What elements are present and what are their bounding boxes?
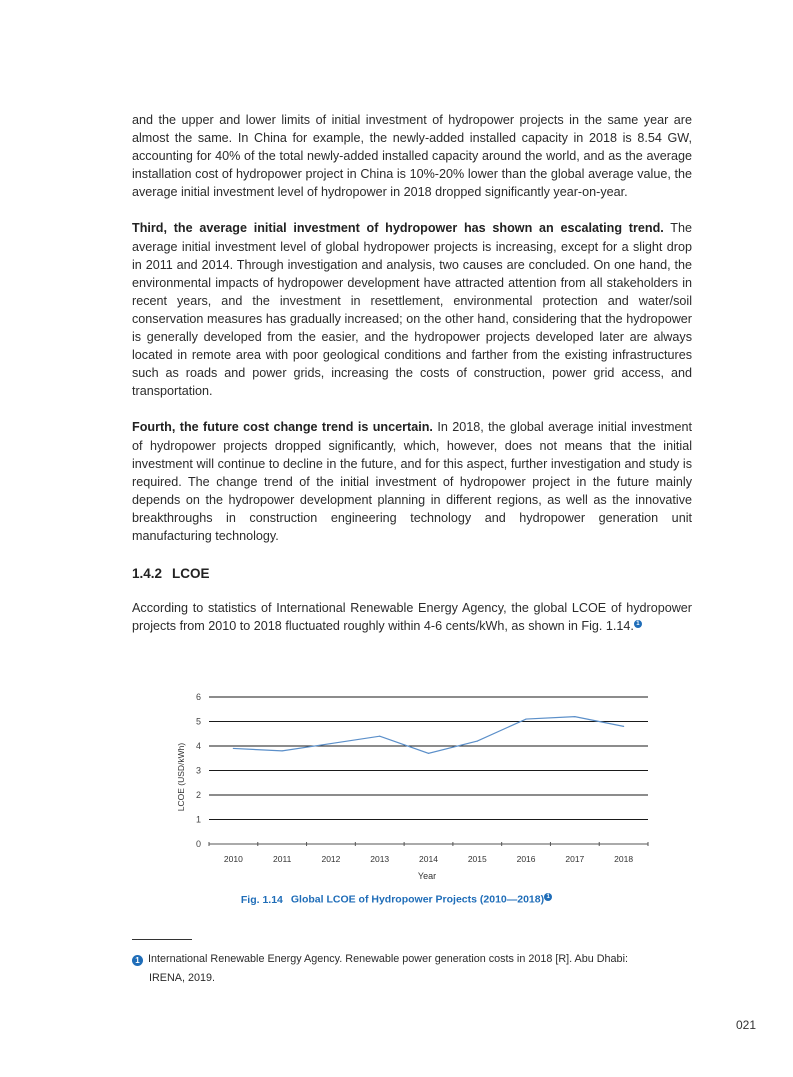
- footnote-text: International Renewable Energy Agency. Renewable power generation costs in 2018 [R]. Abu Dhabi:: [148, 953, 628, 965]
- section-number: 1.4.2: [132, 566, 163, 582]
- lcoe-chart-svg: [170, 685, 660, 885]
- paragraph-3-lead: Fourth, the future cost change trend is uncertain.: [132, 420, 433, 435]
- paragraph-2-lead: Third, the average initial investment of hydropower has shown an escalating trend.: [132, 221, 664, 236]
- footnote: [132, 950, 692, 988]
- data-point: [428, 753, 429, 754]
- x-tick-label: 2016: [516, 854, 536, 864]
- x-tick-label: 2017: [565, 854, 585, 864]
- y-tick-label: 4: [195, 741, 201, 751]
- data-point: [233, 748, 234, 749]
- footnote-text-cont: IRENA, 2019.: [149, 972, 216, 984]
- x-tick-label: 2011: [273, 854, 292, 864]
- x-tick-label: 2014: [419, 854, 438, 864]
- paragraph-1-text: and the upper and lower limits of initial investment of hydropower projects in the same year are almost the same. In China for example, the newly-added installed capacity in 2018 is 8.54 GW, accounting for 40% of the total newly-added installed capacity around the world, and as the average installation cost of hydropower project in China is 10%-20% lower than the global average value, the average initial investment level of hydropower in 2018 dropped significantly year-on-year.: [132, 113, 692, 200]
- section-paragraph: [132, 599, 692, 635]
- lcoe-chart: [170, 685, 660, 885]
- data-point: [282, 750, 283, 751]
- chart-y-ticks: [196, 692, 201, 849]
- x-tick-label: 2018: [614, 854, 634, 864]
- data-point: [623, 726, 624, 727]
- data-point: [574, 716, 575, 717]
- data-point: [525, 718, 526, 719]
- y-tick-label: 0: [195, 839, 201, 849]
- page-number: 021: [736, 1018, 757, 1032]
- chart-x-ticks: [224, 854, 633, 864]
- paragraph-1: [132, 111, 692, 201]
- section-text: According to statistics of International Renewable Energy Agency, the global LCOE of hydropower projects from 2010 to 2018 fluctuated roughly within 4-6 cents/kWh, as shown in Fig. 1.14.: [132, 601, 692, 634]
- caption-footnote-marker[interactable]: 1: [544, 893, 552, 901]
- paragraph-2-text: The average initial investment level of global hydropower projects is increasing, except for a slight drop in 2011 and 2014. Through investigation and analysis, two causes are concluded. On one hand, the environmental impacts of hydropower development have attracted attention from all stakeholders in recent years, and the investment in resettlement, environmental protection and water/soil conservation measures has gradually increased; on the other hand, considering that the hydropower is generally developed from the easier, and the hydropower projects developed later are always located in remote area with poor geological conditions and farther from the existing infrastructures such as roads and power grids, increasing the costs of construction, power grid access, and transportation.: [132, 221, 692, 399]
- paragraph-2: [132, 219, 692, 400]
- y-tick-label: 2: [195, 790, 201, 800]
- x-tick-label: 2015: [467, 854, 487, 864]
- page-body: [132, 111, 692, 635]
- footnote-number-icon: 1: [132, 955, 143, 966]
- footnote-ref-marker[interactable]: 1: [634, 620, 642, 628]
- data-point: [379, 736, 380, 737]
- paragraph-3: [132, 418, 692, 545]
- data-point: [477, 741, 478, 742]
- y-tick-label: 6: [195, 692, 201, 702]
- chart-y-axis-label: LCOE (USD/kWh): [176, 742, 186, 812]
- series-line: [233, 717, 623, 754]
- section-heading: [132, 565, 692, 583]
- y-tick-label: 5: [195, 716, 201, 727]
- figure-caption: [0, 893, 793, 906]
- x-tick-label: 2010: [223, 854, 243, 864]
- data-point: [330, 743, 331, 744]
- chart-x-axis-label: Year: [417, 871, 437, 881]
- y-tick-label: 1: [195, 814, 201, 825]
- figure-number: Fig. 1.14: [240, 893, 283, 906]
- chart-gridlines: [209, 697, 648, 820]
- footnote-divider: [132, 939, 192, 940]
- figure-title: Global LCOE of Hydropower Projects (2010—2018): [290, 893, 545, 906]
- section-title: LCOE: [172, 566, 210, 582]
- x-tick-label: 2013: [370, 854, 390, 864]
- chart-x-axis: [209, 842, 648, 846]
- x-tick-label: 2012: [321, 854, 341, 864]
- y-tick-label: 3: [195, 765, 201, 776]
- paragraph-3-text: In 2018, the global average initial investment of hydropower projects dropped significantly, which, however, does not means that the initial investment will continue to decline in the future, and for this aspect, further investigation and study is required. The change trend of the initial investment of hydropower project in the future mainly depends on the hydropower development planning in different regions, as well as the innovative breakthroughs in construction engineering technology and hydropower generation unit manufacturing technology.: [132, 420, 692, 543]
